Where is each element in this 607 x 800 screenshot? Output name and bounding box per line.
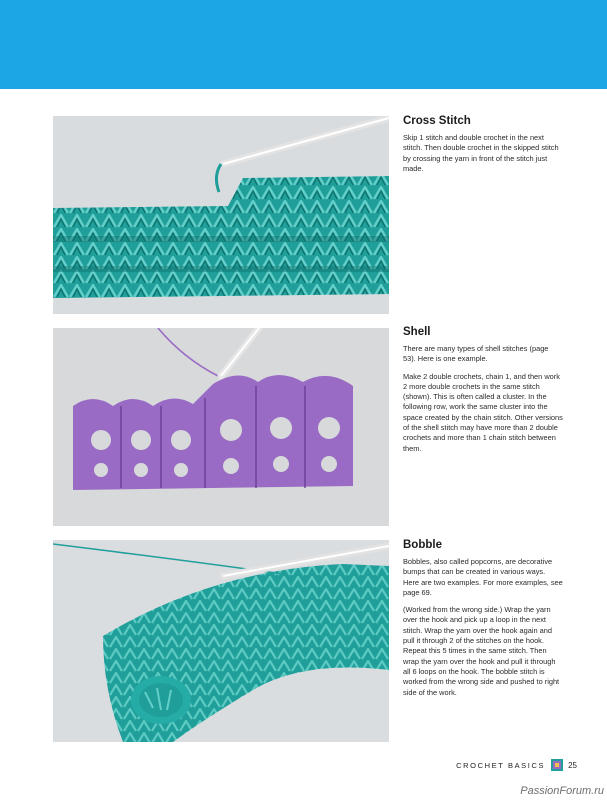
section-title: Shell <box>403 326 431 338</box>
footer-label: CROCHET BASICS <box>456 760 546 770</box>
page-number: 25 <box>568 760 577 770</box>
section-paragraph: Skip 1 stitch and double crochet in the next stitch. Then double crochet in the skipped stitch by crossing the yarn in front of the stitch just made. <box>403 133 559 173</box>
bobble-stitch-photo <box>53 540 389 742</box>
shell-section <box>403 326 563 461</box>
section-title: Cross Stitch <box>403 115 471 127</box>
shell-stitch-photo <box>53 328 389 526</box>
section-paragraph: (Worked from the wrong side.) Wrap the yarn over the hook and pick up a loop in the next stitch. Wrap the yarn over the hook again and pull it through 2 of the stitches on the hook. Repeat this 5 times in the same stitch. Then wrap the yarn over the hook and pull it through all 6 loops on the hook. The bobble stitch is worked from the wrong side and pushed to right side of the work. <box>403 605 560 697</box>
section-paragraph: Bobbles, also called popcorns, are decorative bumps that can be created in various ways. Here are two examples. For more examples, see page 69. <box>403 557 563 597</box>
section-paragraph: There are many types of shell stitches (page 53). Here is one example. <box>403 344 549 364</box>
cross-stitch-photo <box>53 116 389 314</box>
section-paragraph: Make 2 double crochets, chain 1, and then work 2 more double crochets in the same stitch (shown). This is often called a cluster. In the following row, work the same cluster into the space created by the chain stitch. Other versions of the shell stitch may have more than 2 double crochets and more than 1 chain stitch between them. <box>403 371 563 453</box>
page-footer <box>456 759 577 771</box>
top-color-band <box>0 0 607 89</box>
bobble-section <box>403 539 563 705</box>
watermark: PassionForum.ru <box>520 785 604 797</box>
crochet-square-icon <box>551 759 563 771</box>
section-title: Bobble <box>403 539 442 551</box>
cross-stitch-section <box>403 115 563 181</box>
